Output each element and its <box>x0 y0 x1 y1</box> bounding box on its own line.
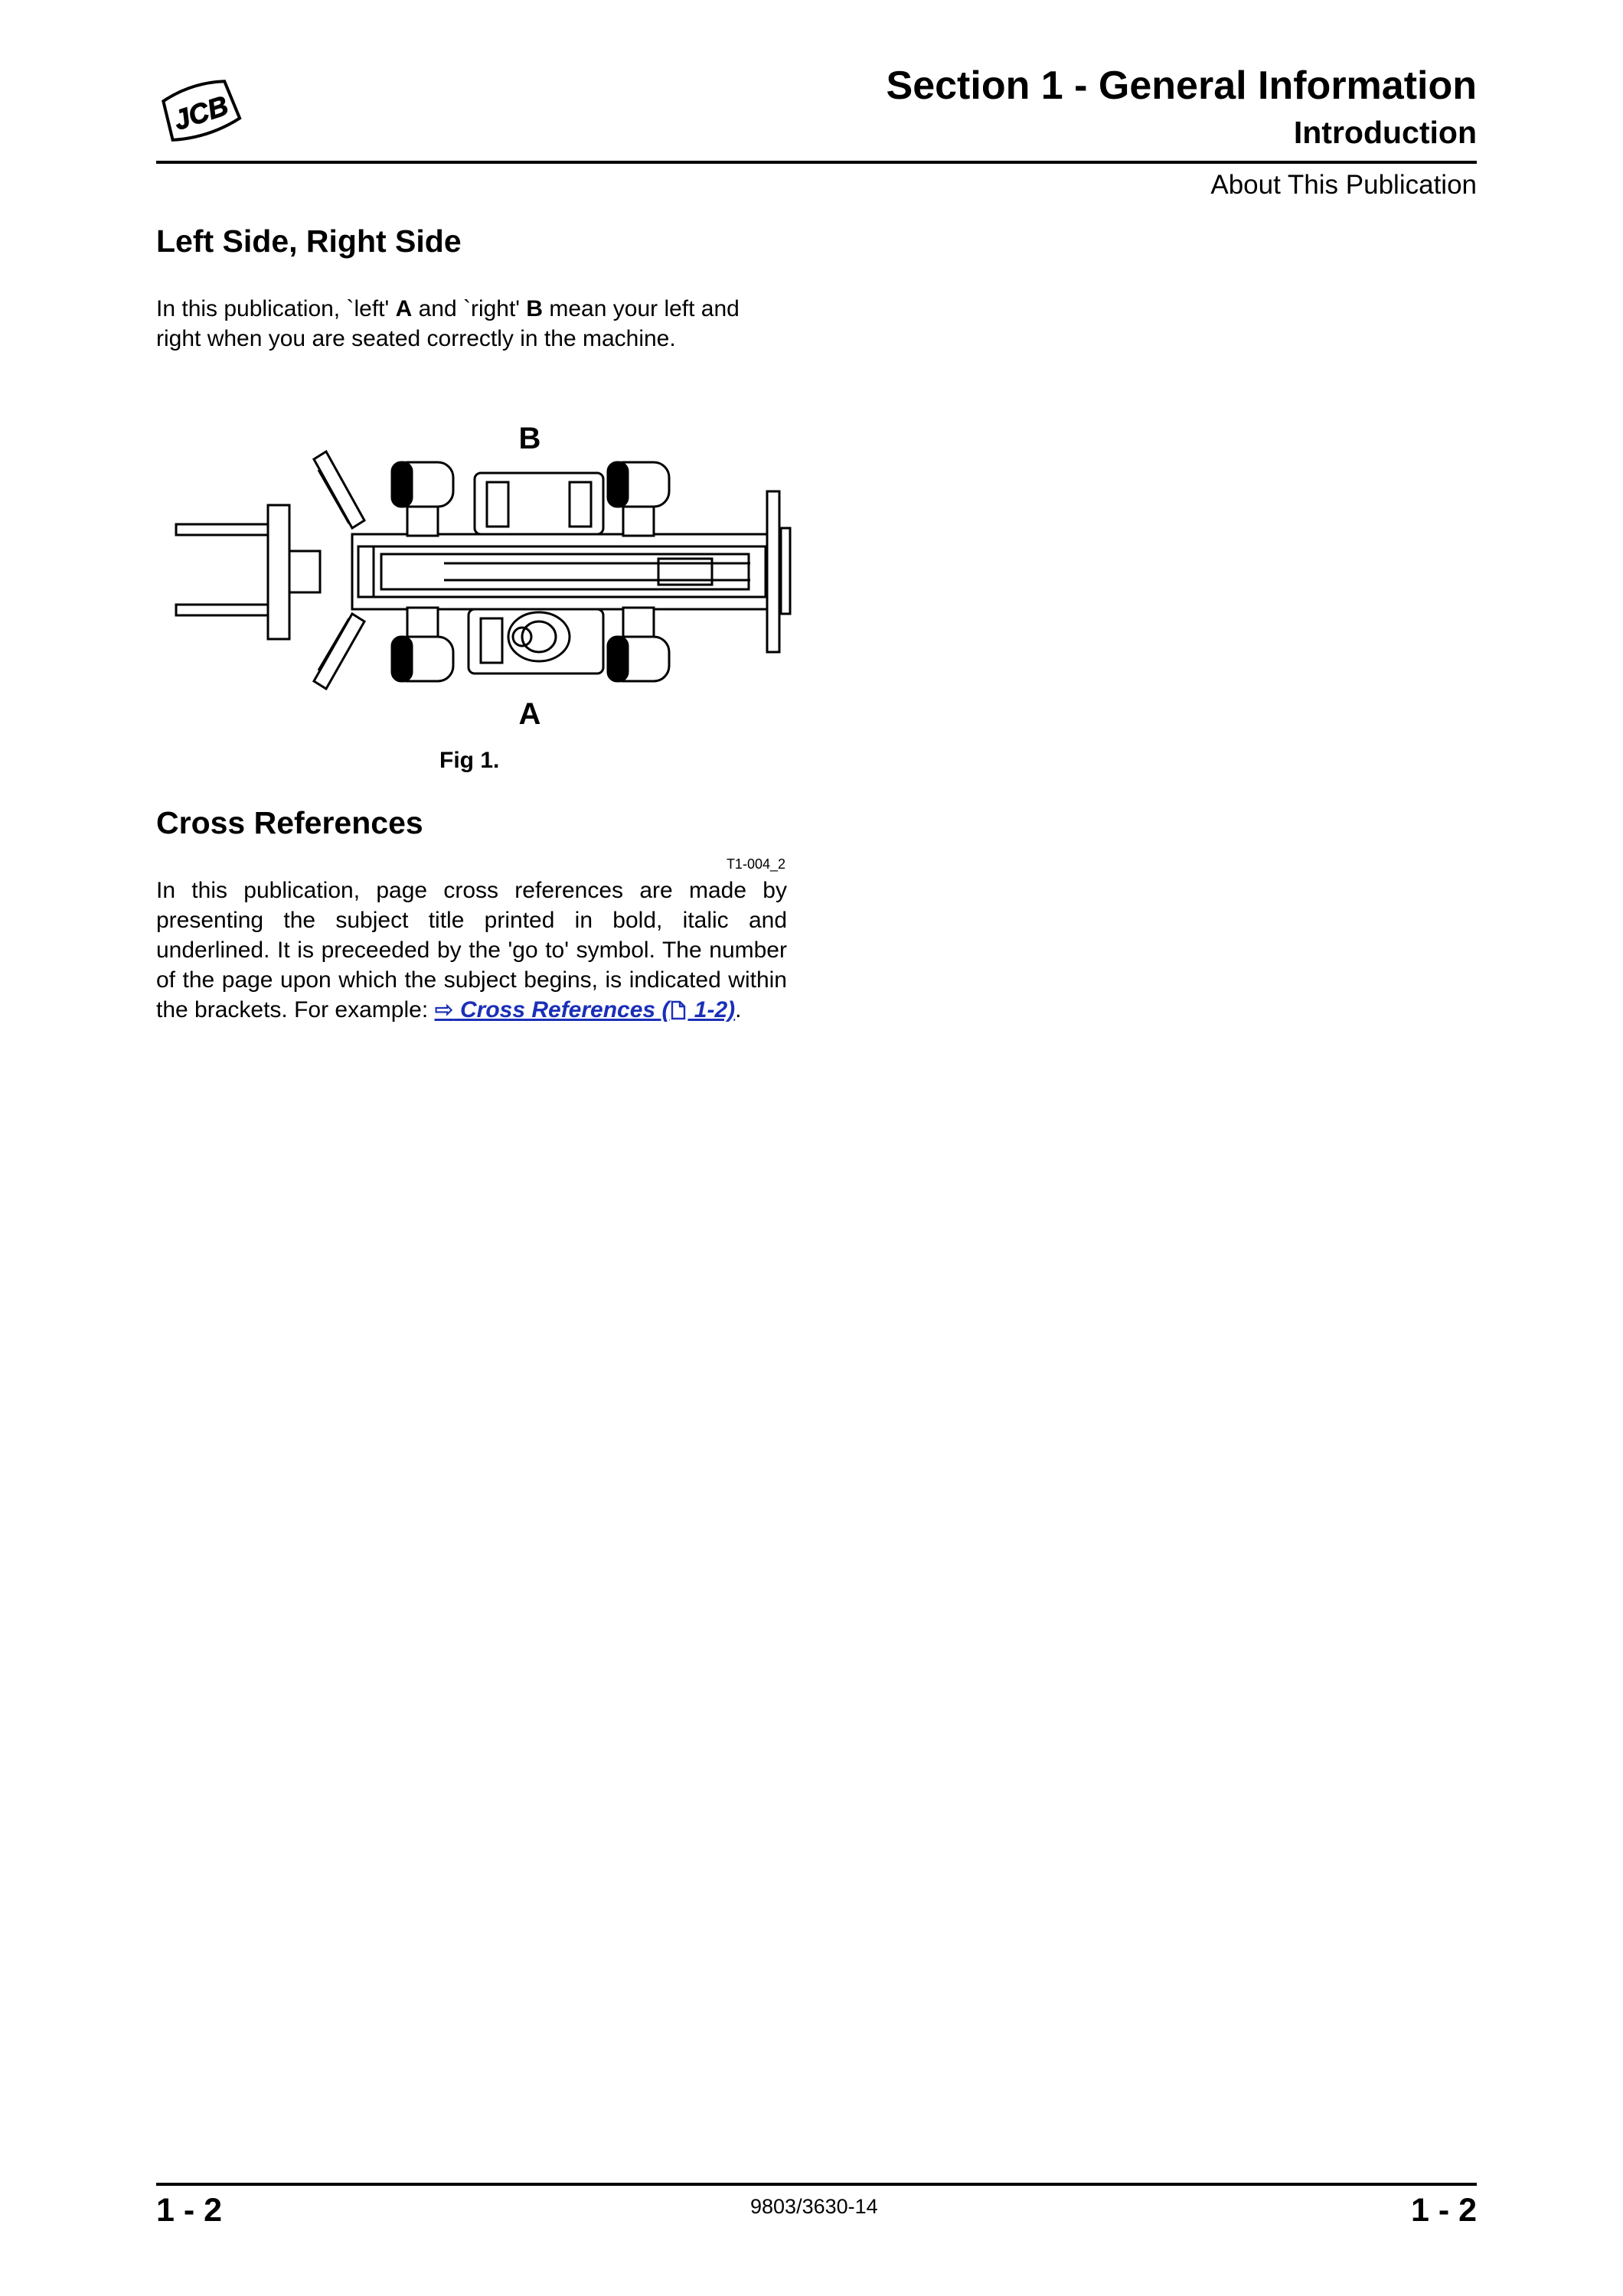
figure-label-b: B <box>518 422 541 455</box>
document-number: 9803/3630-14 <box>750 2195 878 2218</box>
page-number-right: 1 - 2 <box>1410 2192 1477 2229</box>
para-text: . <box>735 997 742 1022</box>
logo-text: JCB <box>169 89 232 136</box>
figure-caption: Fig 1. <box>439 748 500 773</box>
left-right-heading: Left Side, Right Side <box>156 223 462 259</box>
para-text: In this publication, `left' <box>156 296 396 321</box>
section-subtitle: Introduction <box>1293 115 1477 150</box>
machine-top-view-figure <box>168 413 796 735</box>
footer-rule <box>156 2183 1477 2186</box>
figure-label-a: A <box>518 697 541 731</box>
section-title: Section 1 - General Information <box>886 64 1477 108</box>
cross-references-heading: Cross References <box>156 805 423 840</box>
link-title: Cross References ( <box>453 997 670 1022</box>
page-icon <box>671 1000 686 1020</box>
cross-references-paragraph <box>156 876 787 1025</box>
page-number-left: 1 - 2 <box>156 2192 223 2229</box>
para-text: and `right' <box>412 296 527 321</box>
left-right-paragraph <box>156 294 787 354</box>
cross-reference-link[interactable] <box>435 997 736 1022</box>
label-a-inline: A <box>395 296 413 321</box>
header-rule <box>156 161 1477 164</box>
go-to-arrow-icon: ⇨ <box>434 997 454 1022</box>
para-text: In this publication, page cross references are made by presenting the subject title printed in bold, italic and underlined. It is preceeded by the 'go to' symbol. The number of the page upon which the subject begins, is indicated within the brackets. For example: <box>156 878 787 1022</box>
topic-title: About This Publication <box>1210 170 1477 200</box>
para-text: mean your left and right when you are seated correctly in the machine. <box>156 296 740 351</box>
jcb-logo <box>157 67 243 152</box>
label-b-inline: B <box>526 296 544 321</box>
link-page: 1-2) <box>687 997 736 1022</box>
reference-code: T1-004_2 <box>726 856 785 872</box>
